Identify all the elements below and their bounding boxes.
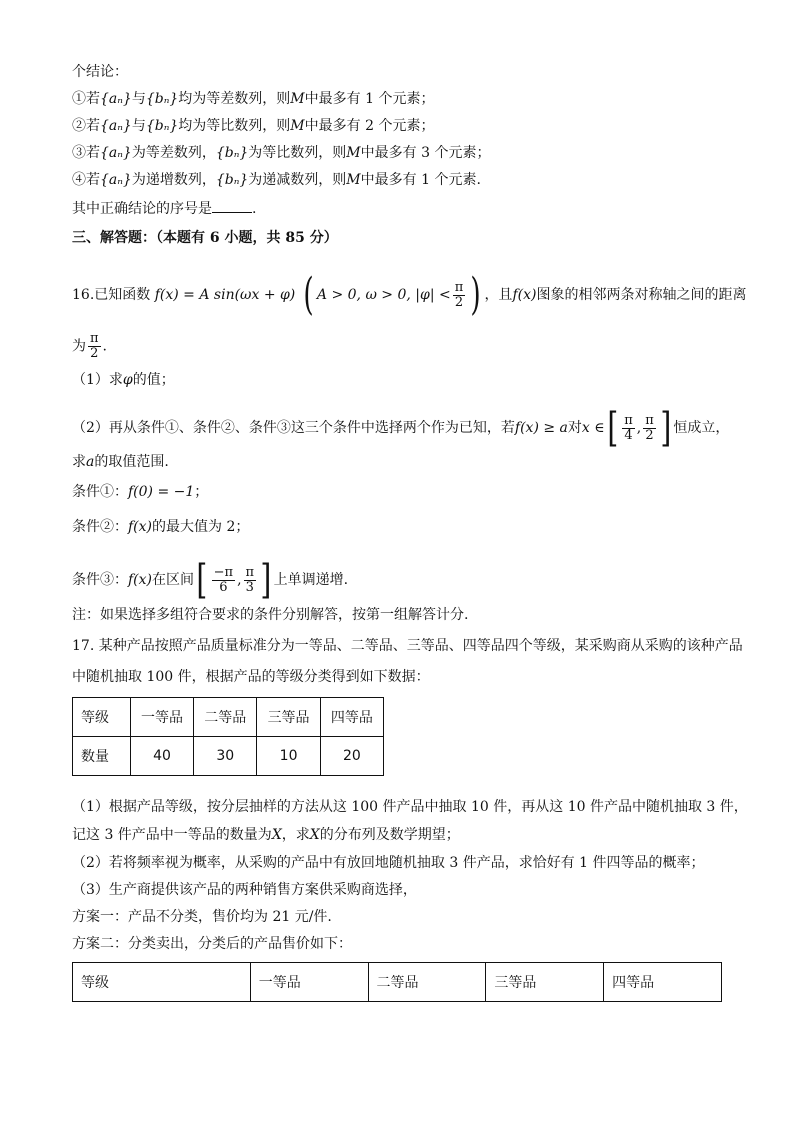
text: 为等差数列， <box>131 145 216 161</box>
table-row-label: 数量 <box>73 737 131 776</box>
table-cell: 30 <box>194 737 257 776</box>
math-f-def: f(x) = A sin(ωx + φ) <box>154 287 296 303</box>
frac-den: 2 <box>645 427 654 443</box>
paren-close: ) <box>470 269 482 320</box>
text: . <box>252 201 257 217</box>
condition-2 <box>72 517 249 537</box>
question-number: 16. <box>72 287 95 303</box>
table-header-cell: 一等品 <box>130 698 193 737</box>
condition-1 <box>72 482 208 502</box>
bracket-open: [ <box>606 405 618 451</box>
table-header-cell: 四等品 <box>320 698 383 737</box>
fraction <box>244 566 257 595</box>
condition-3: 条件③：f(x)在区间[ $\frac{-\pi}{6}$ , $\frac{\pi}{3}$ ] 上单调递增. <box>72 557 349 603</box>
math-X: X <box>309 827 320 843</box>
frac-num: π <box>645 412 654 428</box>
text: 为 <box>72 338 86 355</box>
table-row <box>73 698 384 737</box>
text: ①若 <box>72 91 100 107</box>
section-heading <box>72 228 338 248</box>
answer-blank <box>212 198 252 213</box>
table-header-cell: 三等品 <box>257 698 320 737</box>
question-ask <box>72 198 256 219</box>
text: 恒成立， <box>673 420 730 436</box>
math-fx: f(x) <box>512 287 537 303</box>
text: 的取值范围. <box>94 454 169 470</box>
fraction <box>453 281 466 310</box>
bracket-close: ] <box>660 405 672 451</box>
text: 与 <box>131 91 146 107</box>
text: 中随机抽取 100 件，根据产品的等级分类得到如下数据： <box>72 669 430 685</box>
table-header-cell: 二等品 <box>194 698 257 737</box>
text: 上单调递增. <box>273 572 349 588</box>
math-x-in: x ∈ <box>581 420 605 436</box>
text: 均为等比数列，则 <box>178 118 291 134</box>
text: 条件②： <box>72 519 128 535</box>
text: ； <box>194 484 209 500</box>
frac-num: π <box>245 564 255 580</box>
math-seq-a: {aₙ} <box>100 91 132 107</box>
text: 中最多有 1 个元素. <box>360 172 481 188</box>
q17-part-2 <box>72 853 705 873</box>
text: ，求 <box>281 827 310 843</box>
paren-open: ( <box>303 269 314 320</box>
conclusion-2 <box>72 116 434 136</box>
table-header-cell: 二等品 <box>368 963 486 1002</box>
fraction <box>622 414 635 443</box>
fraction <box>643 414 656 443</box>
text: 中最多有 3 个元素； <box>360 145 491 161</box>
text: ③若 <box>72 145 100 161</box>
text: 为递减数列，则 <box>248 172 347 188</box>
text: 为递增数列， <box>131 172 216 188</box>
text: 中最多有 2 个元素； <box>304 118 435 134</box>
plan-1 <box>72 907 332 927</box>
text: 条件①： <box>72 484 128 500</box>
math-M: M <box>290 91 305 107</box>
bracket-open: [ <box>196 557 208 603</box>
math-M: M <box>346 172 361 188</box>
text: 的分布列及数学期望； <box>319 827 460 843</box>
text: ，且 <box>484 287 513 303</box>
q16-line-2 <box>72 332 107 361</box>
math-cond: A > 0, ω > 0, |φ| < <box>316 287 451 303</box>
table-header-cell: 等级 <box>73 963 251 1002</box>
table-cell: 20 <box>320 737 383 776</box>
math-phi: φ <box>122 372 133 388</box>
table-header-cell: 等级 <box>73 698 131 737</box>
frac-den: 6 <box>219 579 228 595</box>
table-row <box>73 963 722 1002</box>
frac-num: π <box>454 279 464 295</box>
text: 17. 某种产品按照产品质量标准分为一等品、二等品、三等品、四等品四个等级，某采购商从采购的该种产品 <box>72 638 743 654</box>
conclusion-3 <box>72 143 490 163</box>
text: 对 <box>567 420 582 436</box>
q17-line-1 <box>72 636 743 656</box>
frac-num: −π <box>213 564 234 580</box>
text: 已知函数 <box>94 287 151 303</box>
math-seq-b: {bₙ} <box>145 91 179 107</box>
math-M: M <box>346 145 361 161</box>
bracket-close: ] <box>260 557 272 603</box>
q17-part-3 <box>72 880 417 900</box>
q16-line-1 <box>72 269 747 320</box>
note-line <box>72 605 468 625</box>
math-inequality: f(x) ≥ a <box>514 420 568 436</box>
math-seq-b: {bₙ} <box>215 172 249 188</box>
text: 记这 3 件产品中一等品的数量为 <box>72 827 272 843</box>
price-table <box>72 962 722 1002</box>
text: 方案二：分类卖出，分类后的产品售价如下： <box>72 936 352 952</box>
text: 求 <box>72 454 86 470</box>
text-line <box>72 62 128 82</box>
fraction <box>212 566 235 595</box>
conclusion-4 <box>72 170 481 190</box>
text: 个结论： <box>72 64 128 80</box>
math-fx: f(x) <box>128 572 153 588</box>
frac-den: 3 <box>245 579 254 595</box>
text: 图象的相邻两条对称轴之间的距离 <box>536 287 747 303</box>
fraction <box>88 332 101 361</box>
text: 注：如果选择多组符合要求的条件分别解答，按第一组解答计分. <box>72 607 469 623</box>
math-seq-b: {bₙ} <box>145 118 179 134</box>
conclusion-1 <box>72 89 434 109</box>
text: （1）根据产品等级，按分层抽样的方法从这 100 件产品中抽取 10 件，再从这 10 件产品中随机抽取 3 件， <box>72 799 748 815</box>
text: 条件③： <box>72 572 128 588</box>
text: 在区间 <box>152 572 195 588</box>
table-row <box>73 737 384 776</box>
math-fx: f(x) <box>128 519 153 535</box>
quantity-table <box>72 697 384 776</box>
text: 的最大值为 2； <box>152 519 250 535</box>
q16-part-1 <box>72 370 175 390</box>
math-a: a <box>86 454 95 470</box>
text: 为等比数列，则 <box>248 145 347 161</box>
table-cell: 40 <box>130 737 193 776</box>
text: 中最多有 1 个元素； <box>304 91 435 107</box>
q16-part-2-cont <box>72 452 169 472</box>
frac-den: 2 <box>90 346 99 361</box>
text: 三、解答题：（本题有 6 小题，共 85 分） <box>72 230 338 246</box>
frac-num: π <box>624 412 633 428</box>
text: ④若 <box>72 172 100 188</box>
text: （1）求 <box>72 372 123 388</box>
math-seq-b: {bₙ} <box>215 145 249 161</box>
q17-line-2 <box>72 667 430 687</box>
text: 与 <box>131 118 146 134</box>
q17-part-1 <box>72 797 748 817</box>
frac-den: 2 <box>454 294 464 310</box>
math-seq-a: {aₙ} <box>100 145 132 161</box>
q17-part-1-cont <box>72 825 460 845</box>
math-seq-a: {aₙ} <box>100 172 132 188</box>
table-cell: 10 <box>257 737 320 776</box>
table-header-cell: 一等品 <box>250 963 368 1002</box>
q16-part-2: （2）再从条件①、条件②、条件③这三个条件中选择两个作为已知，若f(x) ≥ a对x ∈[ $\frac{\pi}{4}$ , $\frac{\pi}{2}$ ] 恒成立， <box>72 405 730 451</box>
math-M: M <box>290 118 305 134</box>
math-seq-a: {aₙ} <box>100 118 132 134</box>
math-X: X <box>271 827 282 843</box>
table-header-cell: 三等品 <box>486 963 604 1002</box>
text: ②若 <box>72 118 100 134</box>
text: . <box>102 338 107 355</box>
text: （3）生产商提供该产品的两种销售方案供采购商选择， <box>72 882 417 898</box>
frac-den: 4 <box>624 427 633 443</box>
text: 均为等差数列，则 <box>178 91 291 107</box>
table-header-cell: 四等品 <box>604 963 722 1002</box>
text: 方案一：产品不分类，售价均为 21 元/件. <box>72 909 332 925</box>
text: 的值； <box>132 372 175 388</box>
text: （2）再从条件①、条件②、条件③这三个条件中选择两个作为已知，若 <box>72 420 515 436</box>
math-f0: f(0) = −1 <box>128 484 195 500</box>
text: 其中正确结论的序号是 <box>72 201 212 217</box>
text: （2）若将频率视为概率，从采购的产品中有放回地随机抽取 3 件产品，求恰好有 1 件四等品的概率； <box>72 855 705 871</box>
plan-2 <box>72 934 352 954</box>
frac-num: π <box>90 331 99 346</box>
